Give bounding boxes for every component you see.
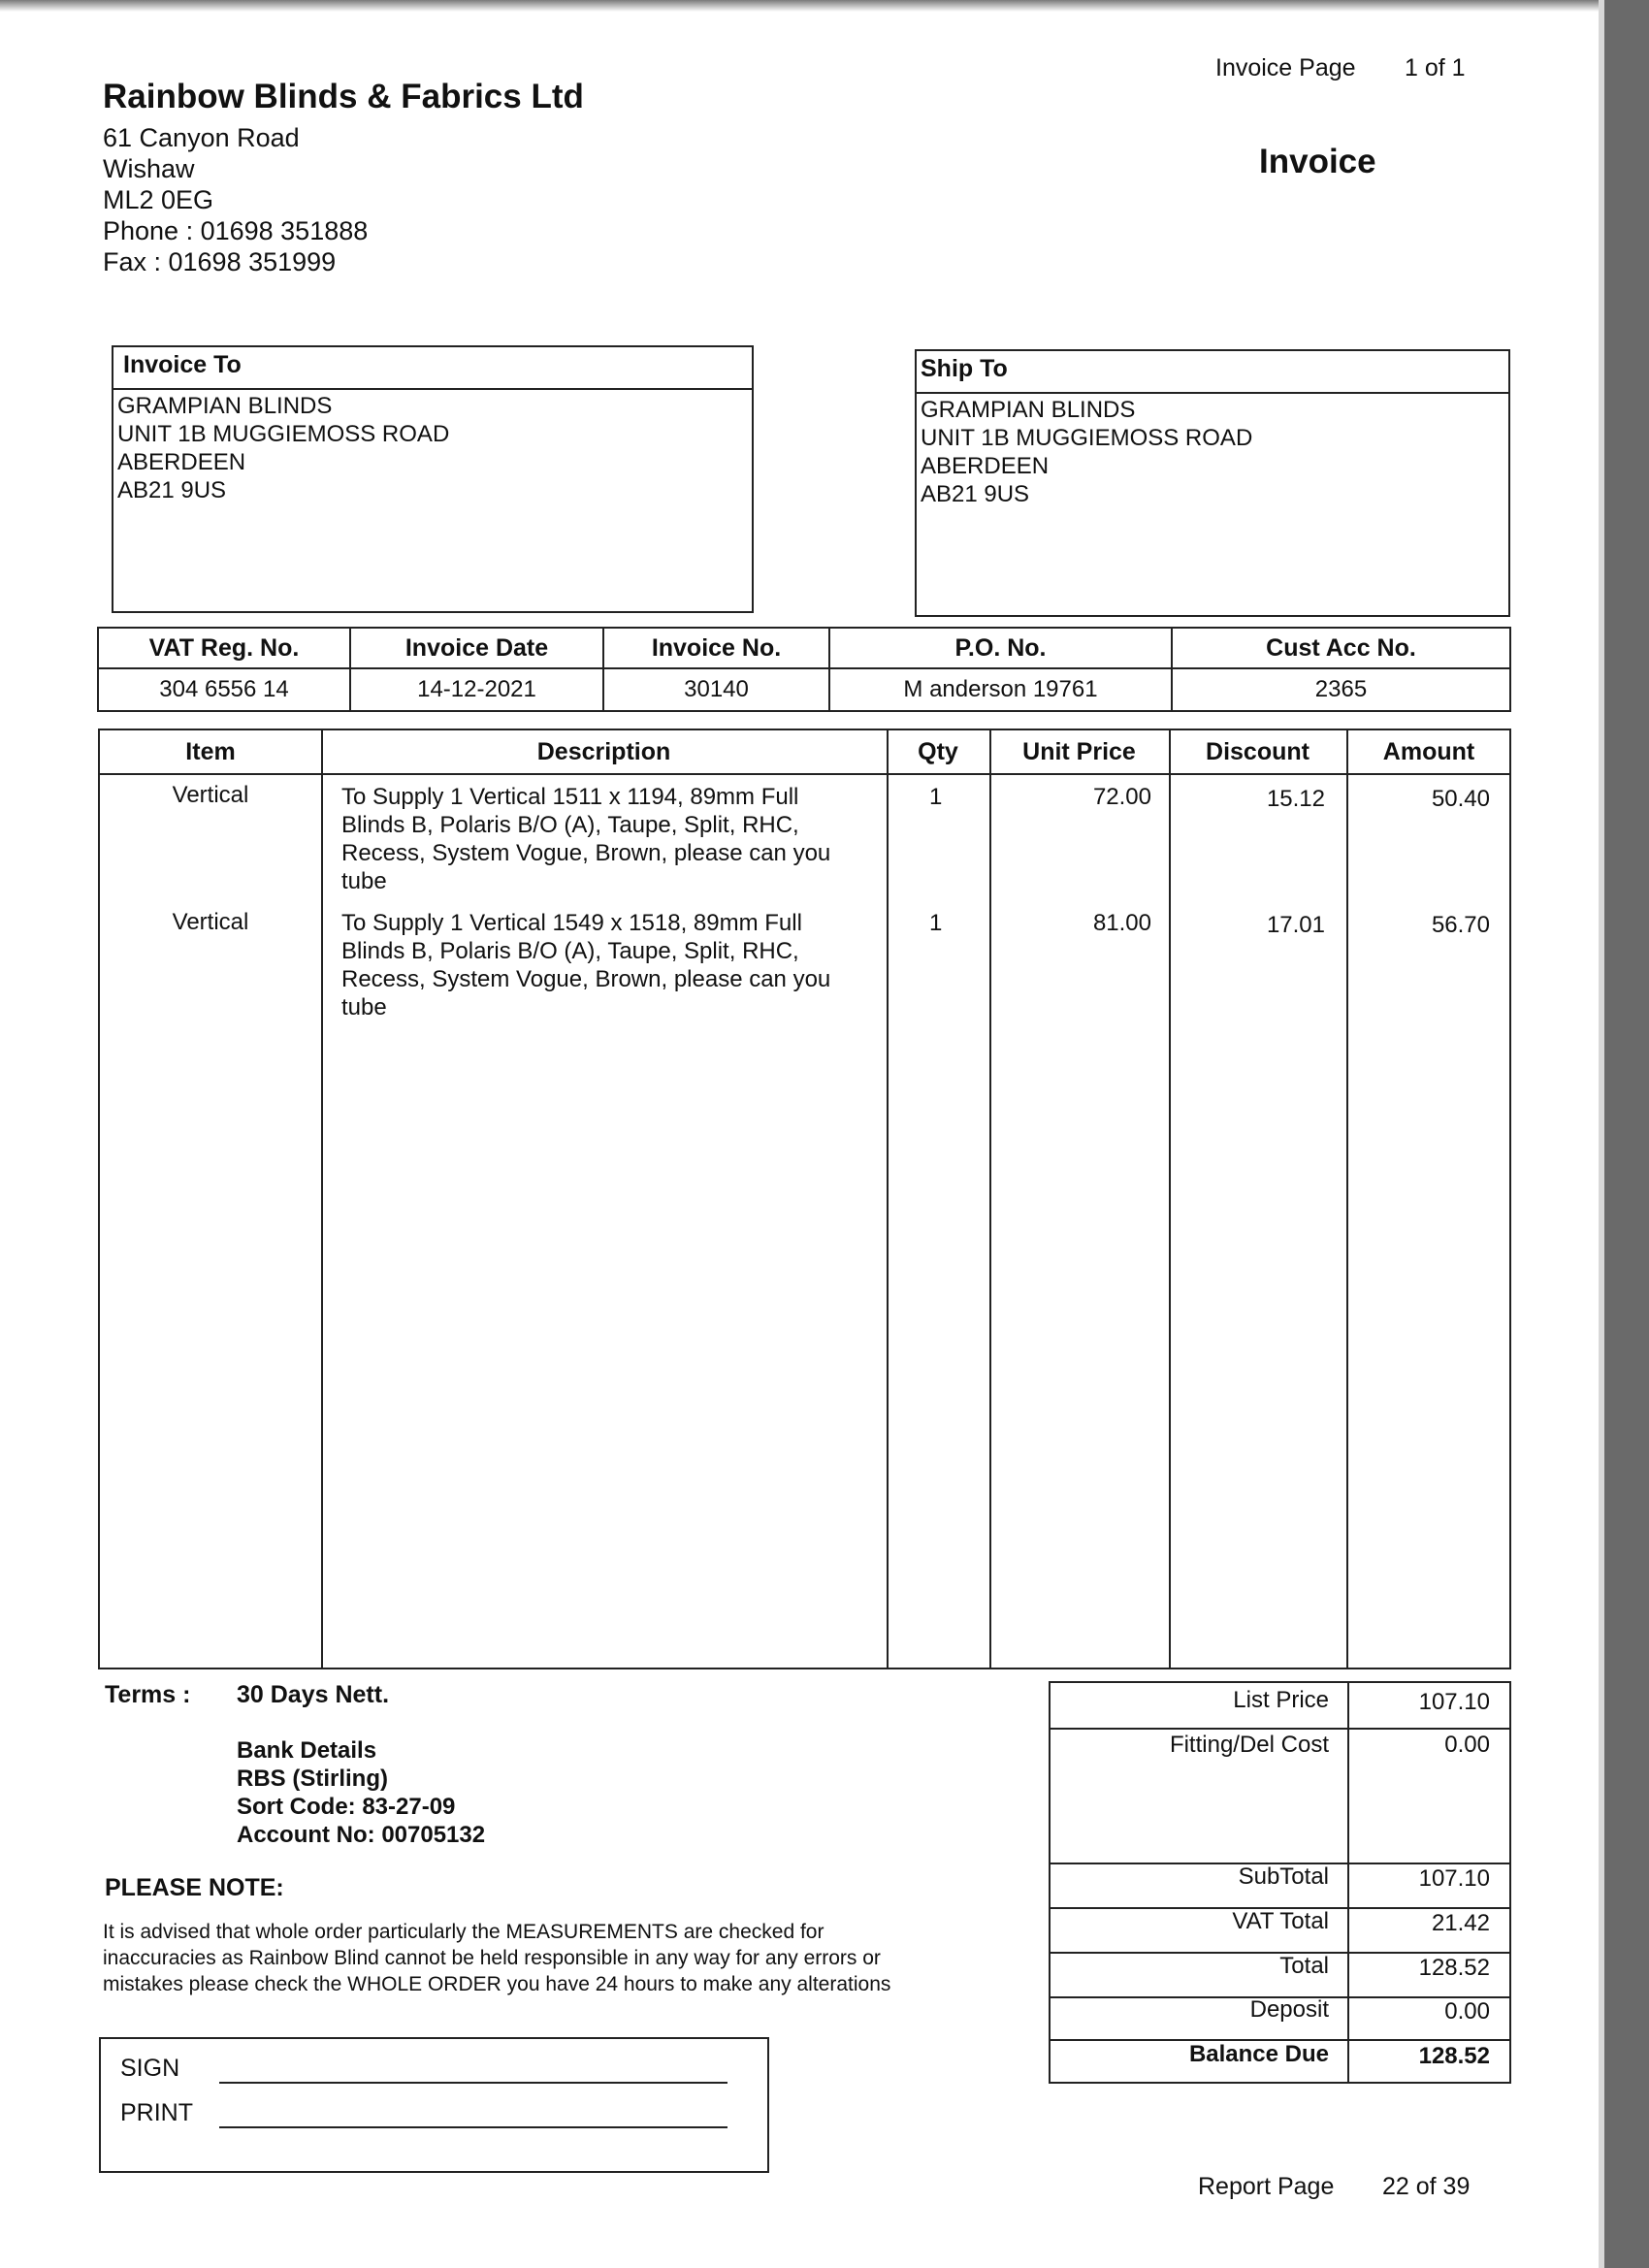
cust-acc-value: 2365 [1172, 668, 1510, 711]
invoice-info-table [97, 627, 1511, 712]
row-2-item: Vertical [172, 909, 249, 935]
account-number: Account No: 00705132 [237, 1822, 486, 1848]
row-1-discount: 15.12 [1266, 786, 1325, 812]
sign-line[interactable] [219, 2082, 728, 2084]
invoice-to-line-4: AB21 9US [117, 477, 227, 503]
row-1-desc-line-1: To Supply 1 Vertical 1511 x 1194, 89mm Full [341, 784, 799, 810]
cust-acc-header: Cust Acc No. [1172, 628, 1510, 668]
list-price-value: 107.10 [1418, 1689, 1490, 1715]
row-2-discount: 17.01 [1266, 912, 1325, 938]
row-1-amount: 50.40 [1431, 786, 1490, 812]
invoice-no-value: 30140 [603, 668, 829, 711]
totals-box [1049, 1681, 1511, 2084]
vat-reg-header: VAT Reg. No. [98, 628, 350, 668]
bank-name: RBS (Stirling) [237, 1766, 388, 1792]
totals-row-line [1051, 1728, 1509, 1730]
row-2-qty: 1 [929, 910, 943, 936]
note-line-2: inaccuracies as Rainbow Blind cannot be held responsible in any way for any errors or [103, 1947, 881, 1969]
totals-divider [1347, 1683, 1349, 2082]
invoice-page-number: 1 of 1 [1405, 54, 1466, 81]
report-page-number: 22 of 39 [1382, 2173, 1471, 2200]
row-2-desc-line-4: tube [341, 994, 387, 1021]
invoice-to-line-1: GRAMPIAN BLINDS [117, 393, 333, 419]
col-divider [1169, 730, 1171, 1668]
report-page-label: Report Page [1198, 2173, 1335, 2200]
header-divider [100, 773, 1509, 775]
company-fax: Fax : 01698 351999 [103, 247, 337, 276]
col-divider [887, 730, 889, 1668]
ship-to-line-4: AB21 9US [921, 481, 1030, 507]
list-price-label: List Price [1233, 1687, 1329, 1713]
qty-header: Qty [918, 738, 958, 765]
invoice-page-label: Invoice Page [1215, 54, 1356, 81]
row-2-desc-line-2: Blinds B, Polaris B/O (A), Taupe, Split, RHC, [341, 938, 799, 964]
print-label: PRINT [120, 2099, 193, 2126]
fitting-cost-label: Fitting/Del Cost [1169, 1732, 1329, 1758]
ship-to-line-2: UNIT 1B MUGGIEMOSS ROAD [921, 425, 1253, 451]
company-phone: Phone : 01698 351888 [103, 216, 369, 245]
row-2-desc-line-3: Recess, System Vogue, Brown, please can you [341, 966, 831, 992]
unit-price-header: Unit Price [1022, 738, 1136, 765]
vat-total-value: 21.42 [1431, 1910, 1490, 1936]
scan-edge-right [1604, 0, 1649, 2268]
description-header: Description [536, 738, 671, 765]
row-1-desc-line-3: Recess, System Vogue, Brown, please can you [341, 840, 831, 866]
discount-header: Discount [1206, 738, 1310, 765]
invoice-to-line-3: ABERDEEN [117, 449, 246, 475]
row-2-amount: 56.70 [1431, 912, 1490, 938]
ship-to-label: Ship To [917, 351, 1508, 394]
invoice-to-line-2: UNIT 1B MUGGIEMOSS ROAD [117, 421, 450, 447]
amount-header: Amount [1382, 738, 1475, 765]
po-no-header: P.O. No. [829, 628, 1172, 668]
company-name: Rainbow Blinds & Fabrics Ltd [103, 78, 584, 115]
total-label: Total [1279, 1953, 1329, 1979]
please-note-text [103, 1919, 890, 1997]
total-value: 128.52 [1418, 1955, 1490, 1981]
col-divider [989, 730, 991, 1668]
invoice-to-box [112, 345, 754, 613]
ship-to-box [915, 349, 1510, 617]
ship-to-line-1: GRAMPIAN BLINDS [921, 397, 1136, 423]
row-2-desc-line-1: To Supply 1 Vertical 1549 x 1518, 89mm Full [341, 910, 802, 936]
signature-box [99, 2037, 769, 2173]
bank-details-title: Bank Details [237, 1737, 377, 1764]
row-1-qty: 1 [929, 784, 943, 810]
row-2-unit-price: 81.00 [1092, 910, 1151, 936]
invoice-date-value: 14-12-2021 [350, 668, 603, 711]
row-1-description [341, 783, 830, 895]
fitting-cost-value: 0.00 [1444, 1732, 1490, 1758]
terms-value: 30 Days Nett. [237, 1681, 390, 1708]
items-table [98, 729, 1511, 1669]
col-divider [1346, 730, 1348, 1668]
note-line-1: It is advised that whole order particularly the MEASUREMENTS are checked for [103, 1921, 824, 1943]
ship-to-line-3: ABERDEEN [921, 453, 1050, 479]
please-note-title: PLEASE NOTE: [105, 1874, 284, 1901]
company-address-line-2: Wishaw [103, 154, 195, 183]
row-1-unit-price: 72.00 [1092, 784, 1151, 810]
col-divider [321, 730, 323, 1668]
company-address-line-3: ML2 0EG [103, 185, 214, 214]
invoice-date-header: Invoice Date [350, 628, 603, 668]
row-1-desc-line-2: Blinds B, Polaris B/O (A), Taupe, Split, RHC, [341, 812, 799, 838]
vat-reg-value: 304 6556 14 [98, 668, 350, 711]
row-2-description [341, 909, 830, 1021]
po-no-value: M anderson 19761 [829, 668, 1172, 711]
row-1-item: Vertical [172, 782, 249, 808]
invoice-no-header: Invoice No. [603, 628, 829, 668]
sign-label: SIGN [120, 2055, 180, 2082]
balance-due-value: 128.52 [1418, 2043, 1490, 2069]
deposit-label: Deposit [1249, 1996, 1329, 2023]
scan-edge-top [0, 0, 1649, 12]
invoice-title: Invoice [1259, 143, 1376, 180]
sort-code: Sort Code: 83-27-09 [237, 1794, 456, 1820]
balance-due-label: Balance Due [1188, 2041, 1329, 2067]
company-address-line-1: 61 Canyon Road [103, 123, 300, 152]
deposit-value: 0.00 [1444, 1998, 1490, 2025]
subtotal-value: 107.10 [1418, 1865, 1490, 1892]
note-line-3: mistakes please check the WHOLE ORDER you have 24 hours to make any alterations [103, 1973, 891, 1995]
terms-label: Terms : [105, 1681, 191, 1708]
row-1-desc-line-4: tube [341, 868, 387, 894]
subtotal-label: SubTotal [1238, 1863, 1329, 1890]
item-header: Item [185, 738, 236, 765]
invoice-to-label: Invoice To [113, 347, 752, 390]
vat-total-label: VAT Total [1232, 1908, 1329, 1934]
print-line[interactable] [219, 2126, 728, 2128]
